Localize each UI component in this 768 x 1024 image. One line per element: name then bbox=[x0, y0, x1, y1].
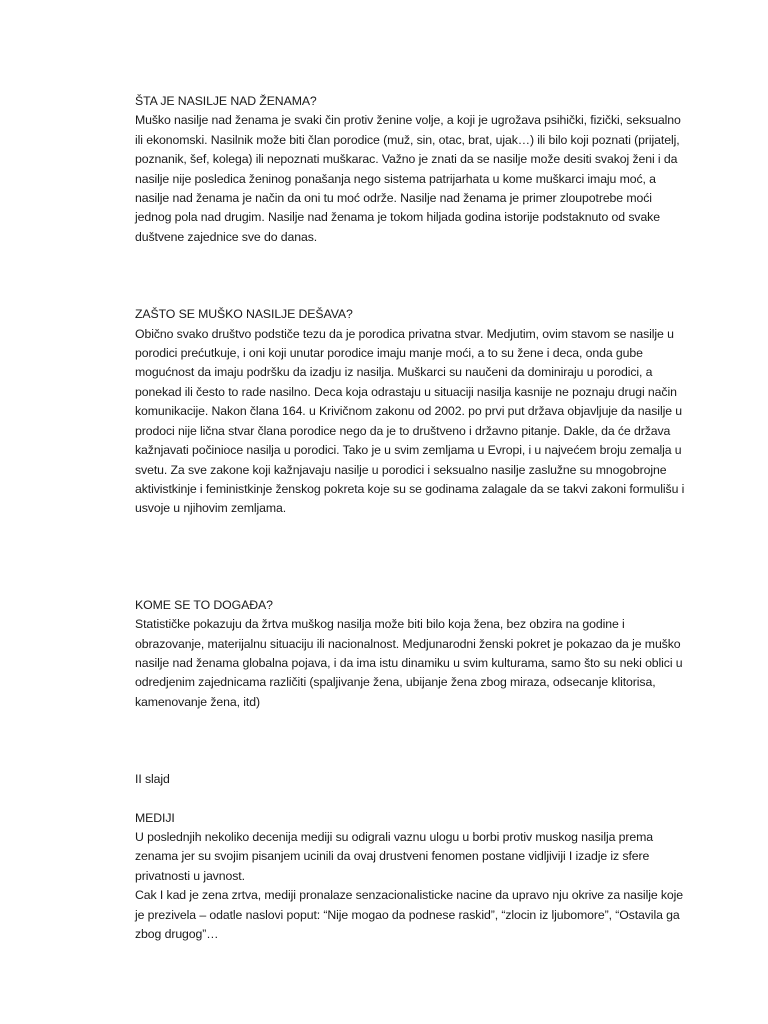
section-who-it-happens-to bbox=[135, 596, 690, 712]
section-heading: ŠTA JE NASILJE NAD ŽENAMA? bbox=[135, 94, 317, 108]
section-media bbox=[135, 809, 690, 945]
slide-label: II slajd bbox=[135, 772, 170, 787]
section-heading: ZAŠTO SE MUŠKO NASILJE DEŠAVA? bbox=[135, 307, 353, 322]
media-paragraph: U poslednjih nekoliko decenija mediji su odigrali vaznu ulogu u borbi protiv muskog nasilja prema zenama jer su svojim pisanjem ucinili da ovaj drustveni fenomen postane vidljiviji I izadje iz sfere privatnosti u javnost. bbox=[135, 829, 653, 883]
section-why-violence-happens bbox=[135, 305, 690, 518]
section-body: Obično svako društvo podstiče tezu da je porodica privatna stvar. Medjutim, ovim stavom se nasilje u porodici prećutkuje, i oni koji unutar porodice imaju manje moći, a to su žene i deca, onda gube mogućnost da imaju podršku da izadju iz nasilja. Muškarci su naučeni da dominiraju u porodici, a ponekad ili često to rade nasilno. Deca koja odrastaju u situaciji nasilja kasnije ne poznaju drugi način komunikacije. Nakon člana 164. u Krivičnom zakonu od 2002. po prvi put država objavljuje da nasilje u prodoci nije lična stvar člana porodice nego da je to društveno i državno pitanje. Dakle, da će država kažnjavati počinioce nasilja u porodici. Tako je u svim zemljama u Evropi, i u najvećem broju zemalja u svetu. Za sve zakone koji kažnjavaju nasilje u porodici i seksualno nasilje zaslužne su mnogobrojne aktivistkinje i feministkinje ženskog pokreta koje su se godinama zalagale da se takvi zakoni formulišu i usvoje u njihovim zemljama. bbox=[135, 326, 685, 516]
media-paragraph: Cak I kad je zena zrtva, mediji pronalaze senzacionalisticke nacine da upravo nju okrive za nasilje koje je prezivela – odatle naslovi poput: “Nije mogao da podnese raskid”, “zlocin iz ljubomore”, “Ostavila ga zbog drugog”… bbox=[135, 888, 684, 941]
section-heading: MEDIJI bbox=[135, 810, 175, 825]
section-heading: KOME SE TO DOGAĐA? bbox=[135, 597, 273, 612]
section-body: Statističke pokazuju da žrtva muškog nasilja može biti bilo koja žena, bez obzira na godine i obrazovanje, materijalnu situaciju ili nacionalnost. Medjunarodni ženski pokret je pokazao da je muško nasilje nad ženama globalna pojava, i da ima istu dinamiku u svim kulturama, samo što su neki oblici u odredjenim zajednicama različiti (spaljivanje žena, ubijanje žena zbog miraza, odsecanje klitorisa, kamenovanje žena, itd) bbox=[135, 617, 683, 709]
section-what-is-violence bbox=[135, 92, 690, 247]
slide-label-block bbox=[135, 770, 690, 789]
section-body: Muško nasilje nad ženama je svaki čin protiv ženine volje, a koji je ugrožava psihički, fizički, seksualno ili ekonomski. Nasilnik može biti član porodice (muž, sin, otac, brat, ujak…) ili bilo koji poznati (prijatelj, poznanik, šef, kolega) ili nepoznati muškarac. Važno je znati da se nasilje može desiti svakoj ženi i da nasilje nije posledica ženinog ponašanja nego sistema patrijarhata u kome muškarci imaju moć, a nasilje nad ženama je način da oni tu moć održe. Nasilje nad ženama je primer zloupotrebe moći jednog pola nad drugim. Nasilje nad ženama je tokom hiljada godina istorije podstaknuto od svake duštvene zajednice sve do danas. bbox=[135, 113, 681, 244]
document-page bbox=[135, 92, 690, 944]
